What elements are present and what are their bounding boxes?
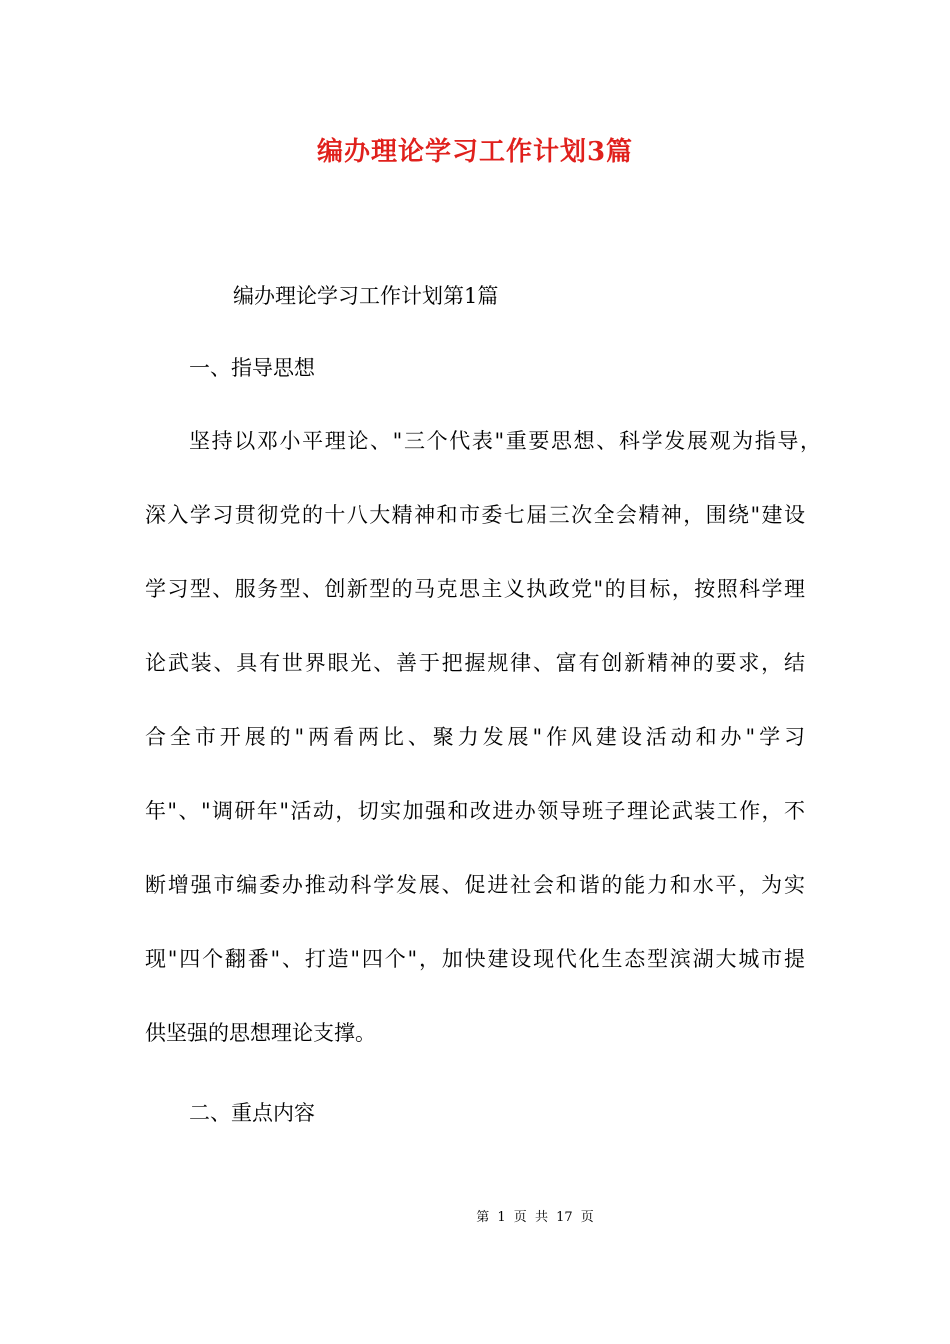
paragraph-line: 论武装、具有世界眼光、善于把握规律、富有创新精神的要求，结 bbox=[145, 651, 805, 675]
paragraph-line: 学习型、服务型、创新型的马克思主义执政党"的目标，按照科学理 bbox=[145, 577, 805, 601]
footer-total-pages: 17 bbox=[556, 1210, 573, 1225]
footer-page-word: 页 bbox=[513, 1210, 527, 1225]
footer-suffix: 页 bbox=[580, 1210, 594, 1225]
paragraph-line: 供坚强的思想理论支撑。 bbox=[145, 1021, 376, 1045]
paragraph-line: 深入学习贯彻党的十八大精神和市委七届三次全会精神，围绕"建设 bbox=[145, 503, 805, 527]
heading-key-content: 二、重点内容 bbox=[189, 1101, 315, 1125]
paragraph-line: 坚持以邓小平理论、"三个代表"重要思想、科学发展观为指导， bbox=[189, 429, 821, 453]
section-title: 编办理论学习工作计划第1篇 bbox=[233, 284, 499, 308]
paragraph-line: 现"四个翻番"、打造"四个"，加快建设现代化生态型滨湖大城市提 bbox=[145, 947, 805, 971]
footer-prefix: 第 bbox=[476, 1210, 490, 1225]
page-footer bbox=[0, 1208, 950, 1228]
heading-guiding-ideology: 一、指导思想 bbox=[189, 356, 315, 380]
footer-total-word: 共 bbox=[534, 1210, 548, 1225]
footer-current-page: 1 bbox=[497, 1210, 506, 1225]
paragraph-line: 断增强市编委办推动科学发展、促进社会和谐的能力和水平，为实 bbox=[145, 873, 805, 897]
paragraph-line: 合全市开展的"两看两比、聚力发展"作风建设活动和办"学习 bbox=[145, 725, 805, 749]
paragraph-line: 年"、"调研年"活动，切实加强和改进办领导班子理论武装工作，不 bbox=[145, 799, 805, 823]
document-title: 编办理论学习工作计划3篇 bbox=[316, 137, 634, 167]
